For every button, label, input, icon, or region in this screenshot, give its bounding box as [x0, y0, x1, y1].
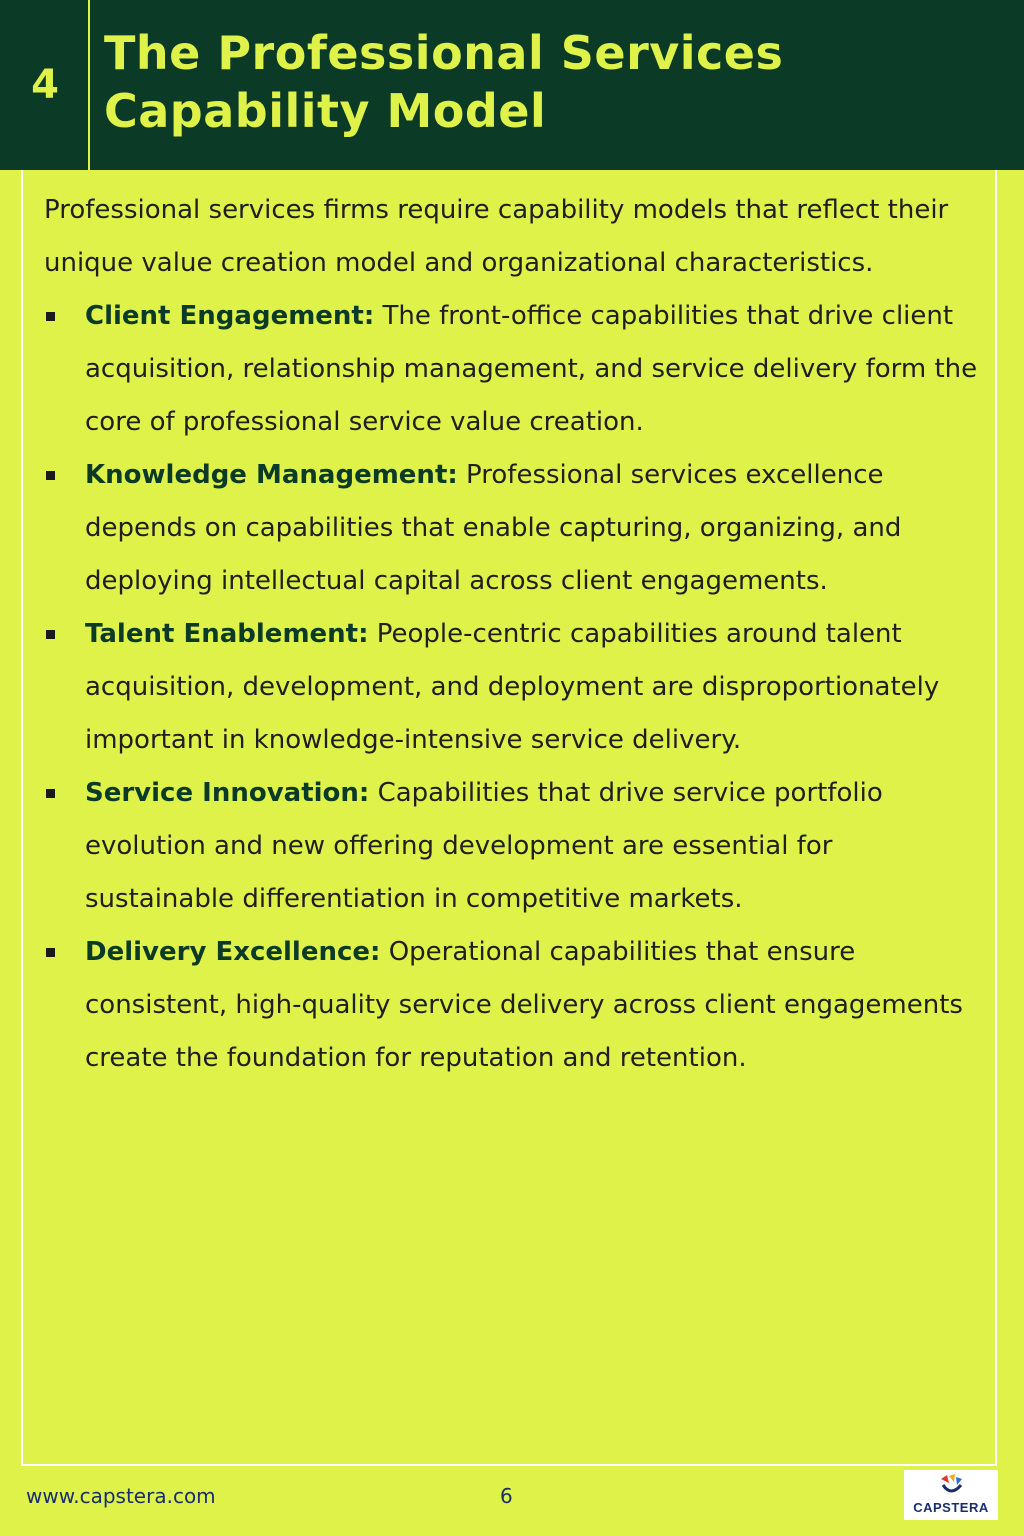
bullet-term: Knowledge Management: [85, 460, 458, 490]
square-bullet-icon [46, 471, 55, 480]
bullet-term: Talent Enablement: [85, 619, 369, 649]
bullet-term: Client Engagement: [85, 301, 375, 331]
section-number: 4 [31, 62, 59, 108]
square-bullet-icon [46, 312, 55, 321]
square-bullet-icon [46, 630, 55, 639]
list-item [44, 767, 984, 926]
bullet-text: People-centric capabilities around talent acquisition, development, and deployment are disproportionately important in knowledge-intensive service delivery. [85, 619, 940, 755]
content-body [44, 184, 984, 1085]
logo-text: CAPSTERA [913, 1500, 989, 1515]
capability-list [44, 290, 984, 1085]
bullet-text: The front-office capabilities that drive client acquisition, relationship management, and service delivery form the core of professional service value creation. [85, 301, 978, 437]
capstera-logo [904, 1470, 998, 1520]
page-title: The Professional Services Capability Model [104, 26, 784, 138]
page-number: 6 [500, 1484, 513, 1508]
list-item [44, 926, 984, 1085]
square-bullet-icon [46, 948, 55, 957]
website-link[interactable]: www.capstera.com [26, 1484, 216, 1508]
page-header [0, 0, 1024, 170]
list-item [44, 449, 984, 608]
list-item [44, 608, 984, 767]
bullet-term: Delivery Excellence: [85, 937, 381, 967]
intro-paragraph: Professional services firms require capability models that reflect their unique value creation model and organizational characteristics. [44, 195, 949, 278]
bullet-text: Professional services excellence depends on capabilities that enable capturing, organizing, and deploying intellectual capital across client engagements. [85, 460, 902, 596]
bullet-text: Operational capabilities that ensure consistent, high-quality service delivery across client engagements create the foundation for reputation and retention. [85, 937, 963, 1073]
square-bullet-icon [46, 789, 55, 798]
header-divider [88, 0, 90, 170]
bullet-text: Capabilities that drive service portfolio evolution and new offering development are essential for sustainable differentiation in competitive markets. [85, 778, 883, 914]
capstera-logo-icon [937, 1473, 965, 1499]
bullet-term: Service Innovation: [85, 778, 370, 808]
list-item [44, 290, 984, 449]
